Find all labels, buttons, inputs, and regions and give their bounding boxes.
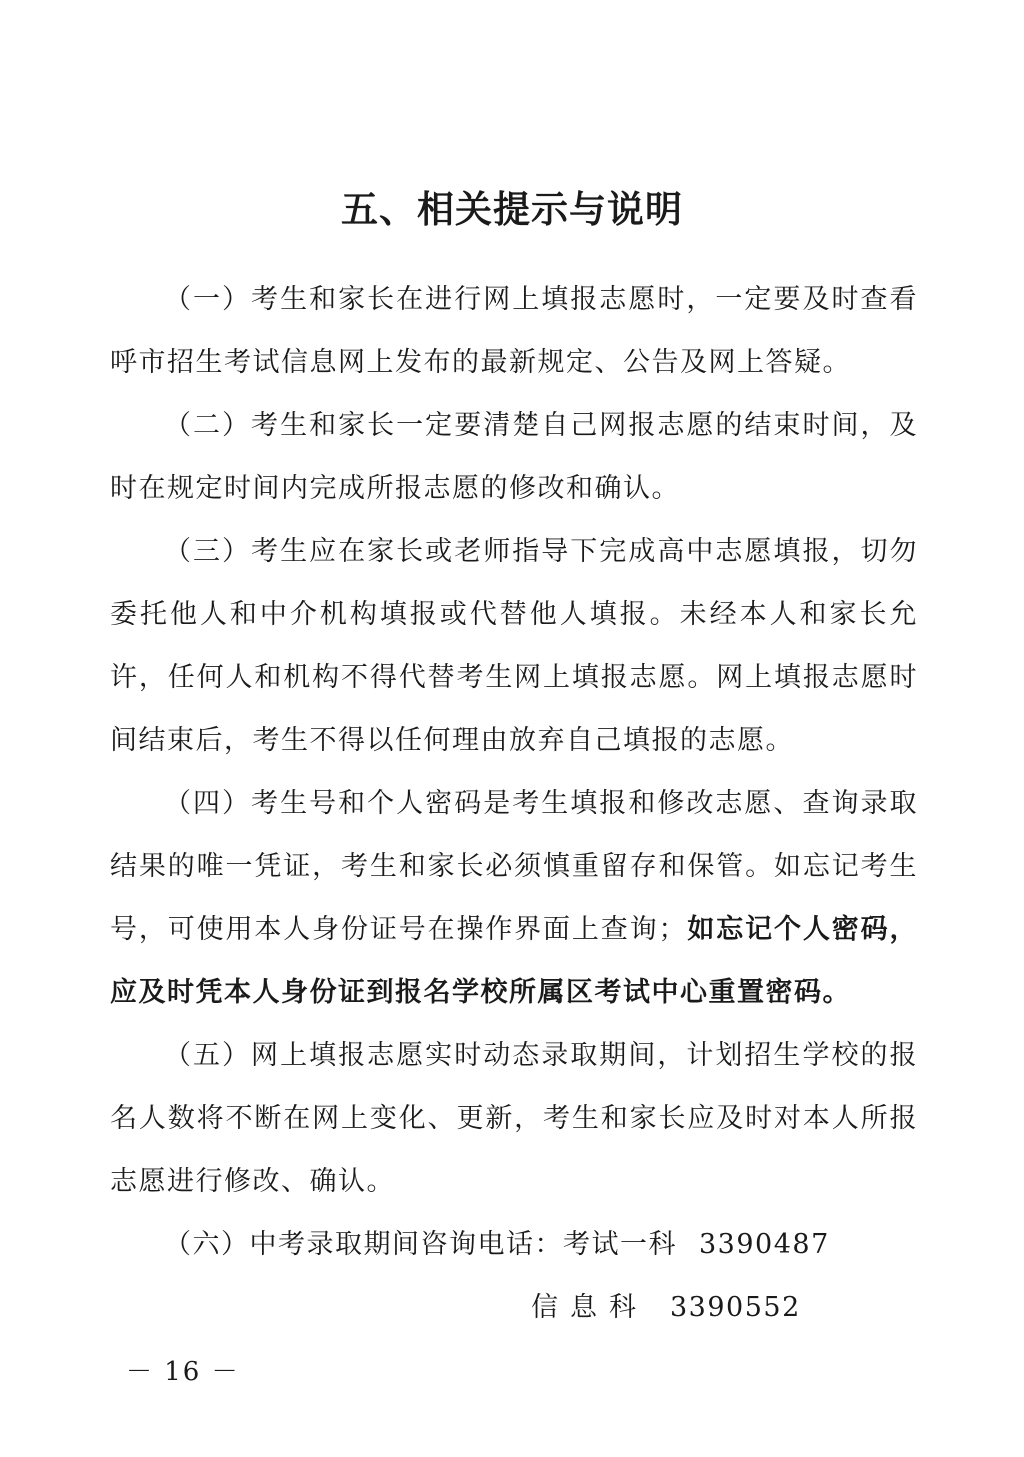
paragraph-4-bold-text: 如忘记个人密码，应及时凭本人身份证到报名学校所属区考试中心重置密码。: [110, 914, 919, 1008]
paragraph-5: （五）网上填报志愿实时动态录取期间，计划招生学校的报名人数将不断在网上变化、更新，考生和家长应及时对本人所报志愿进行修改、确认。: [110, 1040, 918, 1197]
paragraph-4-text: （四）考生号和个人密码是考生填报和修改志愿、查询录取结果的唯一凭证，考生和家长必须慎重留存和保管。如忘记考生号，可使用本人身份证号在操作界面上查询；: [110, 788, 918, 945]
contact-line-1: [110, 1213, 918, 1276]
contact-phone-1: 3390487: [699, 1229, 830, 1260]
contact-department-2: 信息科: [531, 1292, 648, 1323]
paragraph-2: （二）考生和家长一定要清楚自己网报志愿的结束时间，及时在规定时间内完成所报志愿的修改和确认。: [110, 410, 918, 504]
section-heading: 五、相关提示与说明: [341, 188, 683, 231]
paragraph-3: （三）考生应在家长或老师指导下完成高中志愿填报，切勿委托他人和中介机构填报或代替他人填报。未经本人和家长允许，任何人和机构不得代替考生网上填报志愿。网上填报志愿时间结束后，考生不得以任何理由放弃自己填报的志愿。: [110, 536, 918, 756]
contact-department-1: 考试一科: [563, 1229, 677, 1260]
page-number: － 16 －: [126, 1357, 240, 1387]
body-text: [110, 268, 918, 1339]
paragraph-4: [110, 772, 918, 1024]
contact-phone-2: 3390552: [670, 1292, 801, 1323]
contact-line-2: [110, 1276, 918, 1339]
contact-label: （六）中考录取期间咨询电话：: [164, 1229, 563, 1260]
paragraph-1: （一）考生和家长在进行网上填报志愿时，一定要及时查看呼市招生考试信息网上发布的最新规定、公告及网上答疑。: [110, 284, 918, 378]
